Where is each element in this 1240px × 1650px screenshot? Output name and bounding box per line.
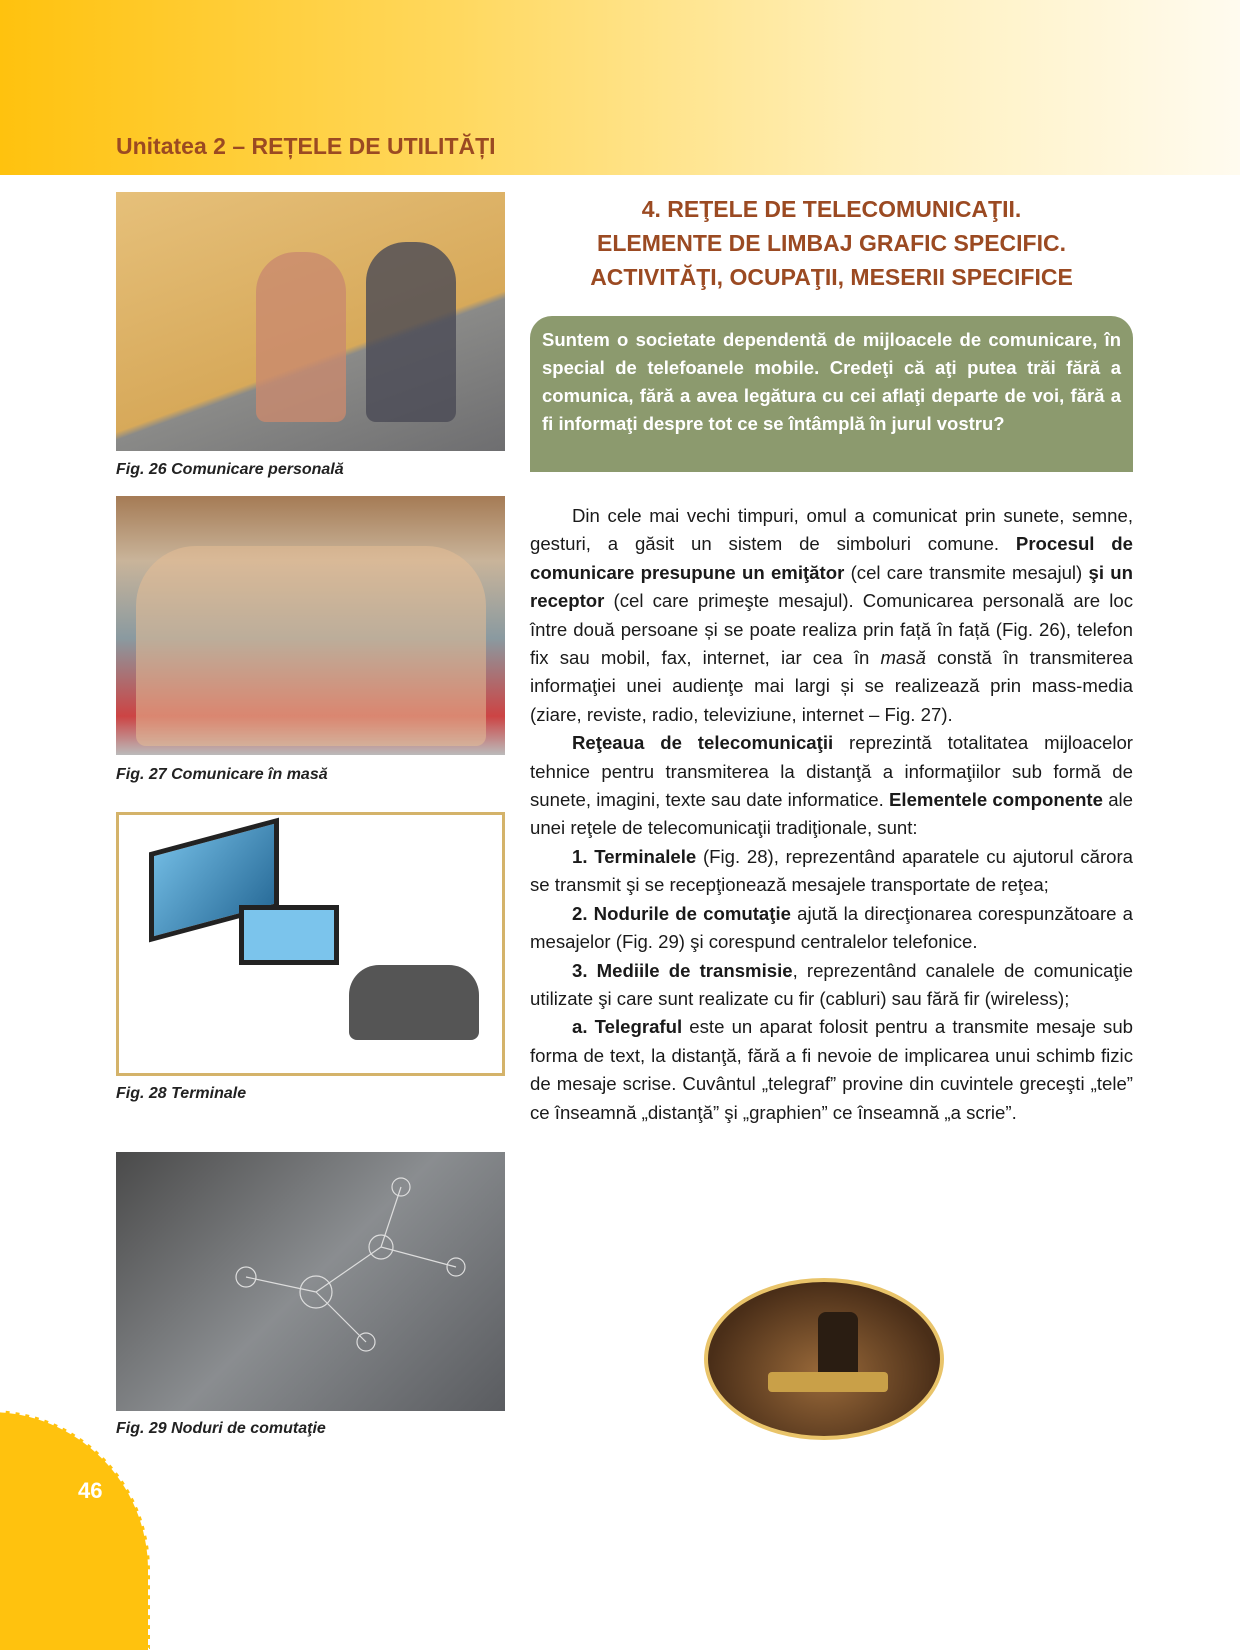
text: Din cele mai vechi timpuri, omul a comunicat prin sunete, semne, gesturi, a găsit un sistem de simboluri comune.: [530, 505, 1133, 555]
figure-26-caption: Fig. 26 Comunicare personală: [116, 461, 344, 478]
term-receptor: şi un receptor: [530, 561, 1134, 612]
unit-title: Unitatea 2 – REȚELE DE UTILITĂȚI: [116, 133, 496, 159]
text: , reprezentând canalele de comunicaţie utilizate şi care sunt realizate cu fir (cabluri) sau fără fir (wireless);: [530, 959, 1133, 1009]
paragraph-network: [530, 729, 1133, 843]
term-masa: masă: [880, 647, 926, 669]
paragraph-telegraph: [530, 1013, 1133, 1127]
paragraph-nodes: [530, 900, 1133, 957]
term-emitator: Procesul de comunicare presupune un emiţător: [530, 533, 1133, 583]
section-title-line: ELEMENTE DE LIMBAJ GRAFIC SPECIFIC.: [597, 230, 1066, 256]
term-retea: Reţeaua de telecomunicaţii: [572, 732, 834, 754]
figure-27-caption: Fig. 27 Comunicare în masă: [116, 766, 328, 783]
figure-29-image: [116, 1152, 505, 1411]
figure-27-image: [116, 496, 505, 755]
figure-29-caption: Fig. 29 Noduri de comutaţie: [116, 1420, 326, 1437]
term-elemente: Elementele componente: [889, 789, 1103, 811]
figure-28-caption: Fig. 28 Terminale: [116, 1085, 247, 1102]
term-telegraf: a. Telegraful: [572, 1016, 683, 1038]
paragraph-media: [530, 957, 1133, 1014]
text: ajută la direcţionarea corespunzătoare a mesajelor (Fig. 29) şi corespund centralelor telefonice.: [530, 902, 1134, 953]
text: (cel care transmite mesajul): [844, 561, 1089, 583]
term-noduri: 2. Nodurile de comutaţie: [572, 902, 791, 924]
text: constă în transmiterea informaţiei unei audienţe mai largi și se realizează prin mass-media (ziare, reviste, radio, televiziune, internet – Fig. 27).: [530, 647, 1133, 725]
paragraph-communication: [530, 502, 1133, 729]
paragraph-terminals: [530, 843, 1133, 900]
section-title-line: ACTIVITĂŢI, OCUPAŢII, MESERII SPECIFICE: [590, 264, 1073, 290]
figure-26-image: [116, 192, 505, 451]
body-text: [530, 502, 1133, 1127]
term-medii: 3. Mediile de transmisie: [572, 959, 793, 981]
page-number: 46: [78, 1478, 103, 1503]
text: reprezintă totalitatea mijloacelor tehnice pentru transmiterea la distanţă a informaţiilor sub formă de sunete, imagini, texte sau date informatice.: [530, 732, 1133, 811]
page-corner-decoration: [0, 1410, 150, 1650]
telegraph-image: [704, 1278, 944, 1440]
text: (cel care primeşte mesajul). Comunicarea personală are loc între două persoane și se poate realiza prin față în față (Fig. 26), telefon fix sau mobil, fax, internet, iar cea în: [530, 590, 1133, 669]
text: este un aparat folosit pentru a transmite mesaje sub forma de text, la distanţă, fără a fi nevoie de implicarea unui schimb fizic de mesaje scrise. Cuvântul „telegraf” provine din cuvintele greceşti „tele” ce înseamnă „distanţă” şi „graphien” ce înseamnă „a scrie”.: [530, 1016, 1134, 1123]
text: ale unei reţele de telecomunicaţii tradiţionale, sunt:: [530, 789, 1134, 839]
network-nodes-graphic: [116, 1152, 505, 1411]
question-box: Suntem o societate dependentă de mijloacele de comunicare, în special de telefoanele mobile. Credeţi că aţi putea trăi fără a comunica, fără a avea legătura cu cei aflaţi departe de voi, fără a fi informaţi despre tot ce se întâmplă în jurul vostru?: [530, 316, 1133, 472]
text: (Fig. 28), reprezentând aparatele cu ajutorul cărora se transmit şi se recepţionează mesajele transportate de reţea;: [530, 845, 1134, 896]
section-title-line: 4. REŢELE DE TELECOMUNICAŢII.: [641, 196, 1022, 222]
figure-28-image: [116, 812, 505, 1076]
section-title: [530, 192, 1133, 294]
term-terminale: 1. Terminalele: [572, 845, 697, 867]
